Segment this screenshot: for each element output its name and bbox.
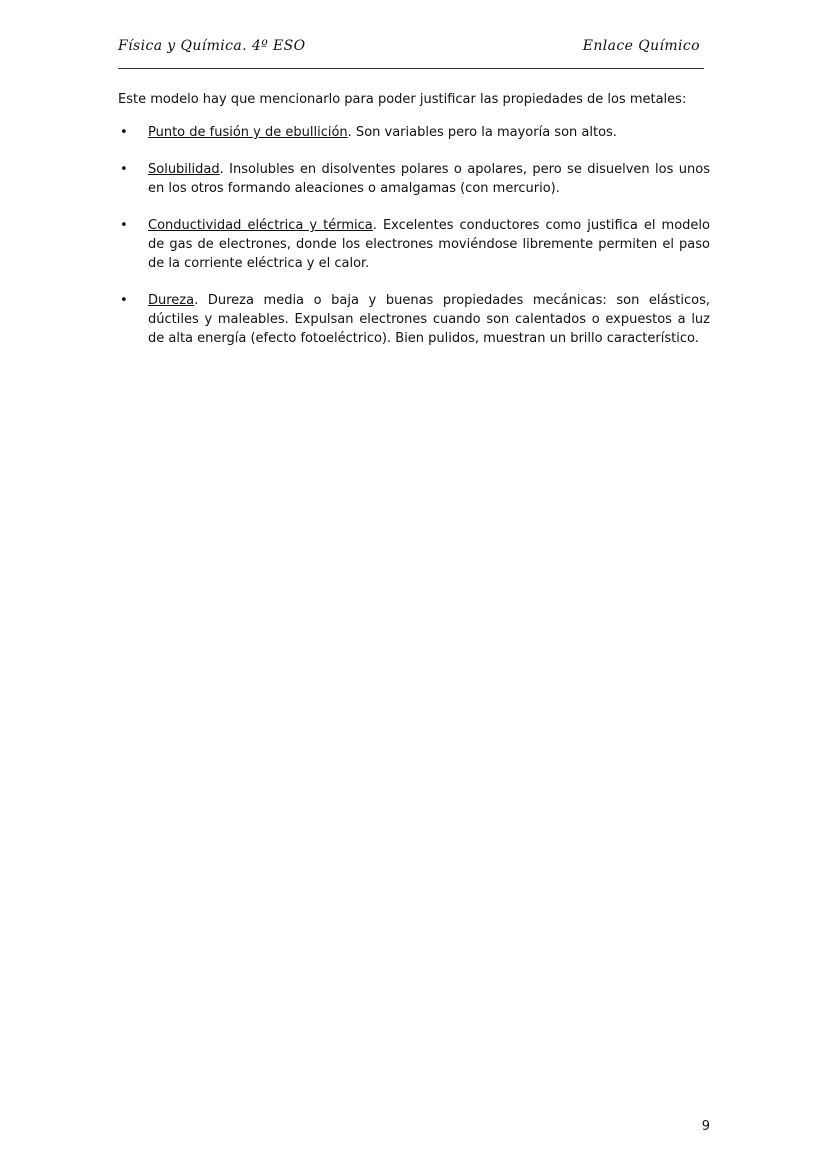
intro-paragraph: Este modelo hay que mencionarlo para poder justificar las propiedades de los metales: [118, 92, 687, 107]
bullet-icon: • [120, 162, 128, 177]
page-header [118, 38, 704, 58]
list-item [118, 291, 710, 348]
property-term: Conductividad eléctrica y térmica [148, 218, 373, 233]
bullet-icon: • [120, 125, 128, 140]
property-description: . Excelentes conductores como justifica el modelo de gas de electrones, donde los electrones moviéndose libremente permiten el paso de la corriente eléctrica y el calor. [148, 218, 710, 271]
properties-list [118, 123, 710, 366]
property-term: Solubilidad [148, 162, 220, 177]
property-description: . Son variables pero la mayoría son altos. [347, 125, 617, 140]
header-topic: Enlace Químico [582, 38, 700, 54]
bullet-icon: • [120, 218, 128, 233]
property-description: . Insolubles en disolventes polares o apolares, pero se disuelven los unos en los otros formando aleaciones o amalgamas (con mercurio). [148, 162, 710, 196]
header-divider [118, 68, 704, 69]
list-item [118, 216, 710, 273]
page-number: 9 [701, 1119, 710, 1134]
list-item [118, 123, 710, 142]
list-item [118, 160, 710, 198]
property-term: Punto de fusión y de ebullición [148, 125, 348, 140]
property-description: . Dureza media o baja y buenas propiedades mecánicas: son elásticos, dúctiles y maleables. Expulsan electrones cuando son calentados o expuestos a luz de alta energía (efecto fotoeléctrico). Bien pulidos, muestran un brillo característico. [148, 293, 710, 346]
property-term: Dureza [148, 293, 195, 308]
bullet-icon: • [120, 293, 128, 308]
header-subject: Física y Química. 4º ESO [118, 38, 306, 54]
